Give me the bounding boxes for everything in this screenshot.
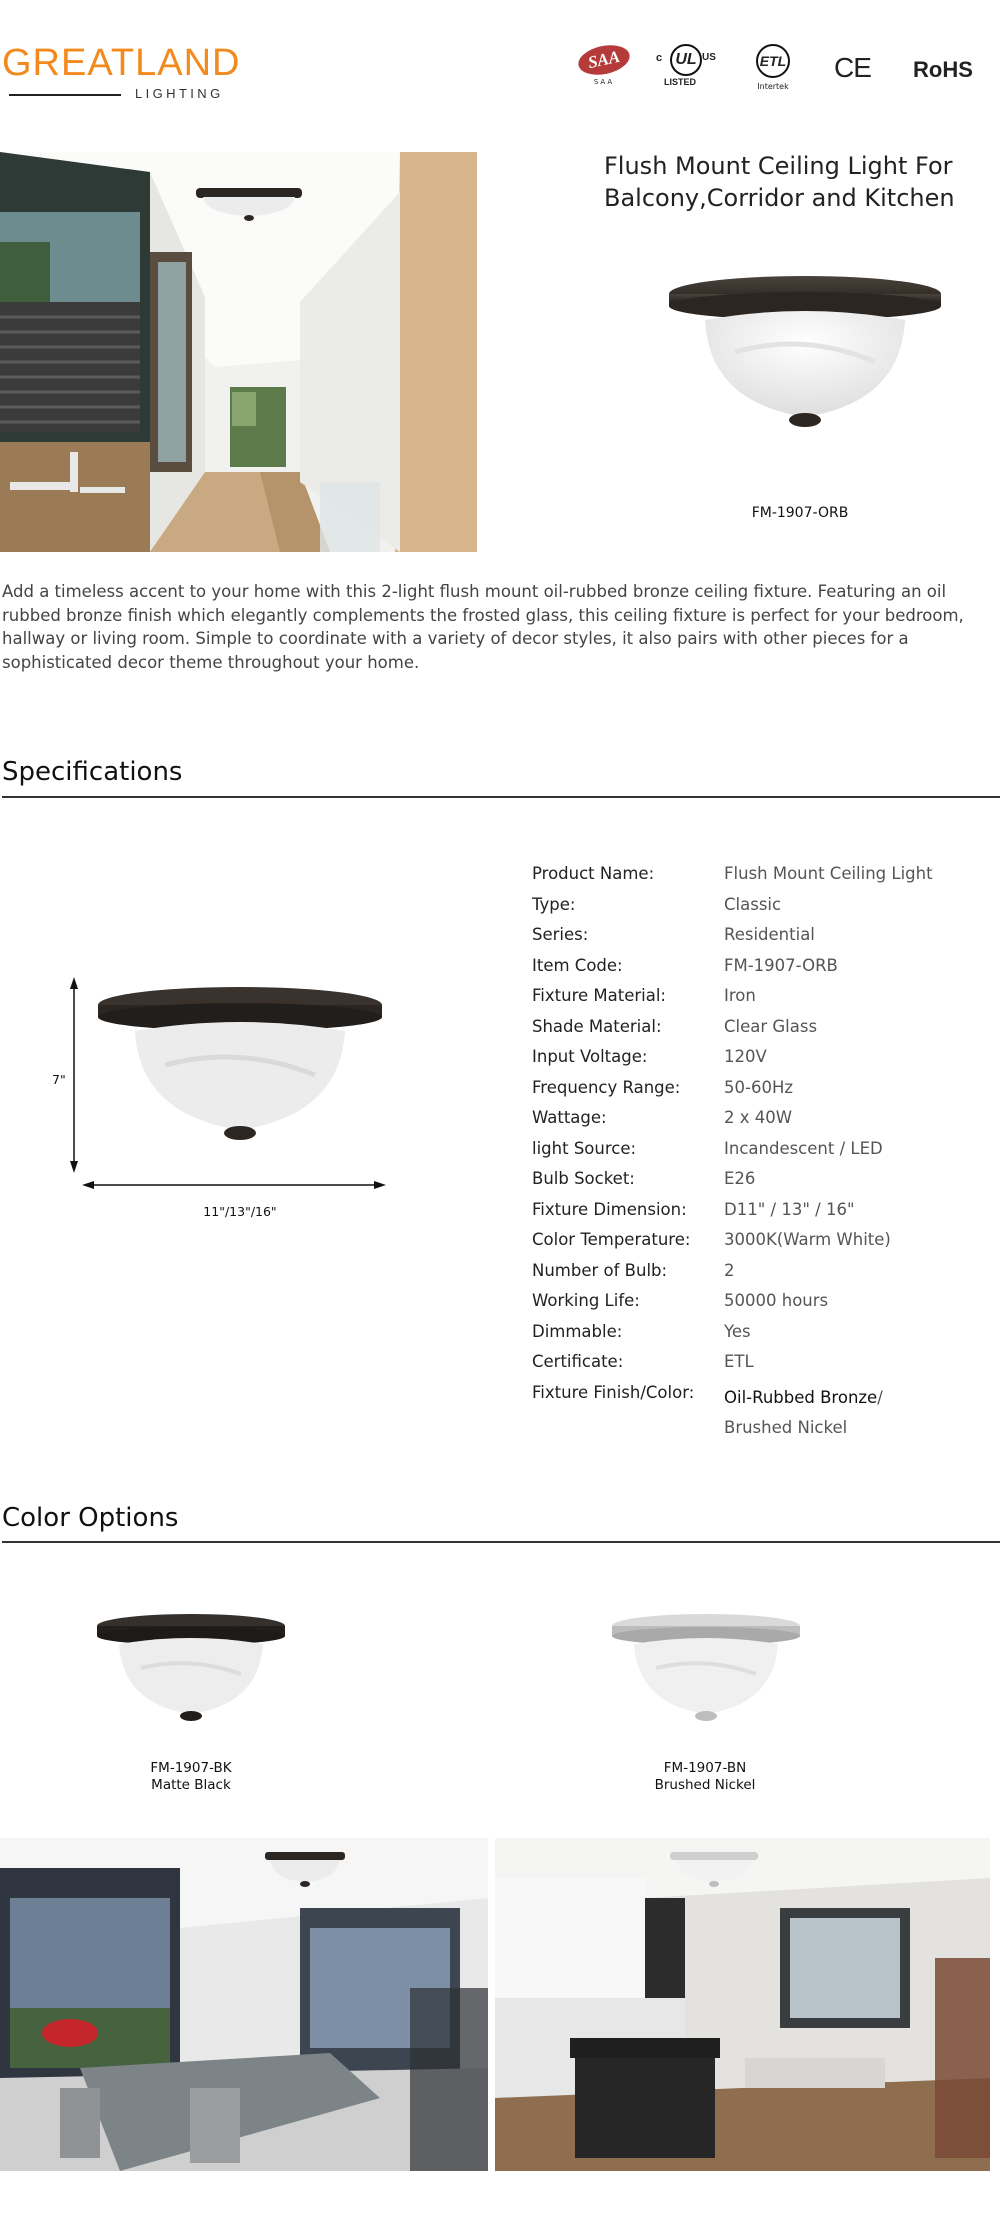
height-dimension-label: 7": [52, 1072, 66, 1087]
corridor-scene-image: [0, 152, 477, 552]
spec-row: [532, 986, 992, 1016]
dimension-diagram: [40, 975, 400, 1199]
option-code: FM-1907-BK: [150, 1760, 232, 1776]
ul-c-text: c: [656, 52, 663, 64]
spec-key: Fixture Material:: [532, 986, 666, 1005]
spec-row: [532, 1139, 992, 1169]
spec-value: Residential: [724, 925, 815, 944]
ce-mark: CE: [834, 52, 871, 83]
spec-key: Shade Material:: [532, 1017, 662, 1036]
saa-mark: SAA: [576, 41, 633, 79]
product-title-line1: Flush Mount Ceiling Light For: [604, 152, 953, 180]
spec-value: Classic: [724, 895, 782, 914]
spec-row: [532, 1047, 992, 1077]
brand-subtitle: LIGHTING: [135, 86, 224, 101]
spec-row: [532, 1108, 992, 1138]
spec-row: [532, 1291, 992, 1321]
spec-value: Flush Mount Ceiling Light: [724, 864, 933, 883]
spec-key: Fixture Dimension:: [532, 1200, 687, 1219]
kitchen-living-scene-image: [495, 1838, 990, 2171]
spec-key: Type:: [532, 895, 576, 914]
black-fixture-image: [93, 1612, 289, 1728]
finish-primary: Oil-Rubbed Bronze: [724, 1388, 878, 1407]
brand-logo-text: GREATLAND: [2, 42, 241, 84]
product-description: Add a timeless accent to your home with this 2-light flush mount oil-rubbed bronze ceiling fixture. Featuring an oil rubbed bronze finish which elegantly complements the frosted glass, this ceiling fixture is perfect for your bedroom, hallway or living room. Simple to coordinate with a variety of decor styles, it also pairs with other pieces for a sophisticated decor theme throughout your home.: [2, 582, 964, 672]
brushed-nickel-fixture-illustration: [608, 1612, 804, 1724]
spec-row: [532, 1322, 992, 1352]
balcony-dining-scene-image: [0, 1838, 488, 2171]
spec-key: Certificate:: [532, 1352, 624, 1371]
spec-value: FM-1907-ORB: [724, 956, 838, 975]
spec-row: [532, 1078, 992, 1108]
spec-key: Fixture Finish/Color:: [532, 1383, 695, 1402]
product-title: [604, 150, 994, 214]
option-name: Matte Black: [151, 1777, 231, 1793]
spec-key: Number of Bulb:: [532, 1261, 668, 1280]
corridor-illustration: [0, 152, 477, 552]
spec-value: Incandescent / LED: [724, 1139, 883, 1158]
dimension-fixture-illustration: [40, 975, 400, 1195]
spec-row-finish: [532, 1383, 992, 1443]
spec-value: Iron: [724, 986, 756, 1005]
spec-value: 3000K(Warm White): [724, 1230, 891, 1249]
spec-value: [724, 1383, 883, 1443]
spec-row: [532, 1261, 992, 1291]
spec-value: ETL: [724, 1352, 754, 1371]
specifications-divider: [2, 796, 1000, 798]
spec-value: 50-60Hz: [724, 1078, 794, 1097]
balcony-illustration: [0, 1838, 488, 2171]
ul-us-text: US: [702, 52, 716, 63]
spec-row: [532, 1169, 992, 1199]
spec-value: D11" / 13" / 16": [724, 1200, 855, 1219]
spec-value: 2 x 40W: [724, 1108, 793, 1127]
product-fixture-image: [665, 272, 945, 446]
spec-key: Wattage:: [532, 1108, 607, 1127]
brand-underline: [9, 94, 121, 96]
spec-key: Frequency Range:: [532, 1078, 681, 1097]
spec-row: [532, 1352, 992, 1382]
finish-separator: /: [877, 1388, 883, 1407]
spec-key: Color Temperature:: [532, 1230, 691, 1249]
color-options-heading: Color Options: [2, 1503, 179, 1533]
option-code: FM-1907-BN: [663, 1760, 747, 1776]
spec-row: [532, 1200, 992, 1230]
specifications-heading: Specifications: [2, 757, 183, 787]
rohs-mark: RoHS: [913, 57, 973, 82]
color-option-black: [93, 1760, 289, 1794]
spec-row: [532, 1230, 992, 1260]
spec-row: [532, 895, 992, 925]
spec-value: E26: [724, 1169, 756, 1188]
nickel-fixture-image: [608, 1612, 804, 1728]
product-code-label: FM-1907-ORB: [751, 505, 849, 521]
color-option-nickel: [605, 1760, 805, 1794]
option-name: Brushed Nickel: [654, 1777, 756, 1793]
saa-certification-logo: [574, 46, 634, 86]
ul-listed-logo: [656, 44, 716, 90]
spec-key: Dimmable:: [532, 1322, 623, 1341]
spec-key: Product Name:: [532, 864, 655, 883]
spec-value: Clear Glass: [724, 1017, 818, 1036]
color-options-divider: [2, 1541, 1000, 1543]
spec-key: Input Voltage:: [532, 1047, 648, 1066]
spec-key: Bulb Socket:: [532, 1169, 635, 1188]
width-dimension-label: 11"/13"/16": [203, 1204, 277, 1219]
spec-value: 120V: [724, 1047, 767, 1066]
product-title-line2: Balcony,Corridor and Kitchen: [604, 184, 955, 212]
spec-value: 2: [724, 1261, 735, 1280]
saa-caption: SAA: [593, 78, 615, 86]
spec-key: Working Life:: [532, 1291, 640, 1310]
spec-row: [532, 864, 992, 894]
spec-key: light Source:: [532, 1139, 637, 1158]
spec-row: [532, 1017, 992, 1047]
spec-key: Series:: [532, 925, 589, 944]
etl-certification-logo: [748, 44, 798, 91]
ul-mark: UL: [670, 44, 702, 76]
spec-value: 50000 hours: [724, 1291, 829, 1310]
spec-value: Yes: [724, 1322, 751, 1341]
finish-secondary: Brushed Nickel: [724, 1418, 848, 1437]
etl-caption: Intertek: [757, 82, 789, 91]
spec-row: [532, 956, 992, 986]
spec-key: Item Code:: [532, 956, 623, 975]
etl-mark: ETL: [756, 44, 790, 78]
bronze-fixture-illustration: [665, 272, 945, 442]
kitchen-illustration: [495, 1838, 990, 2171]
spec-row: [532, 925, 992, 955]
matte-black-fixture-illustration: [93, 1612, 289, 1724]
ul-listed-text: LISTED: [664, 77, 697, 87]
